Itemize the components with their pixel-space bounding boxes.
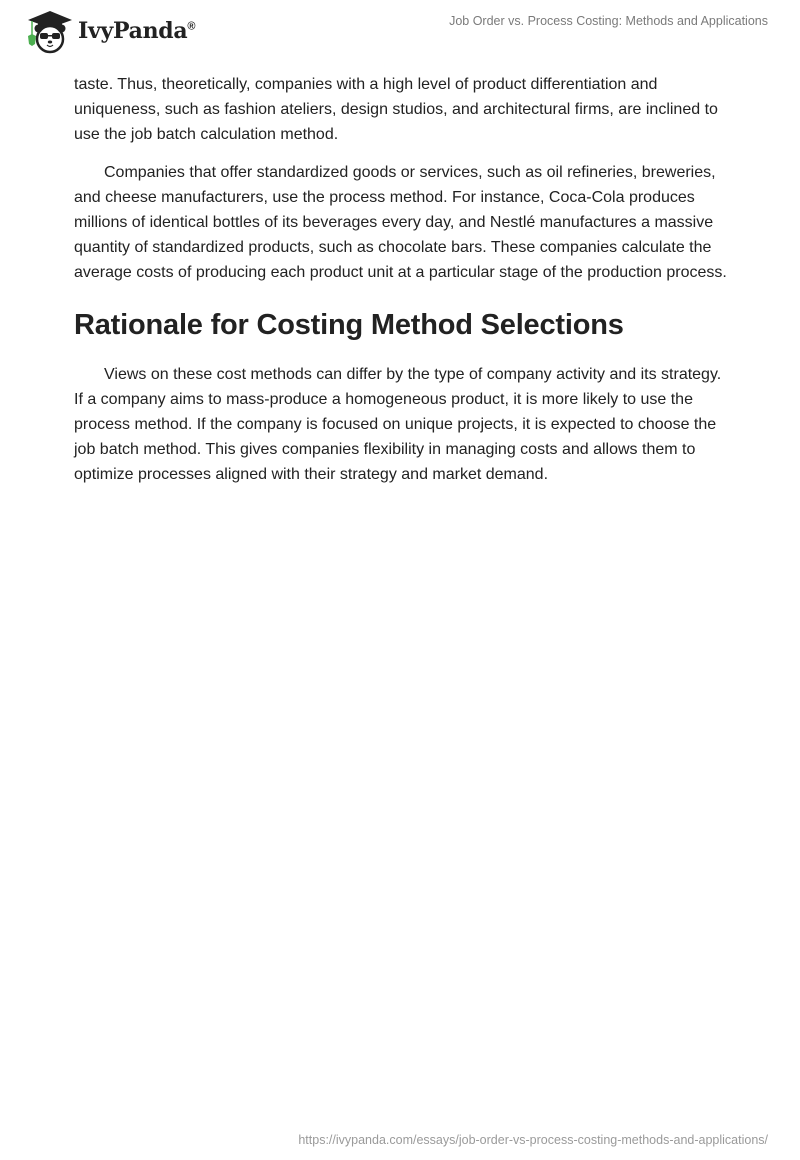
paragraph: taste. Thus, theoretically, companies with a high level of product differentiation and uniqueness, such as fashion ateliers, design studios, and architectural firms, are inclined to use the job batch calculation method. <box>74 76 718 143</box>
paragraph: Views on these cost methods can differ by the type of company activity and its strategy. If a company aims to mass-produce a homogeneous product, it is more likely to use the process method. If the company is focused on unique projects, it is expected to choose the job batch method. This gives companies flexibility in managing costs and allows them to optimize processes aligned with their strategy and market demand. <box>74 366 722 483</box>
panda-graduate-icon <box>20 8 76 54</box>
source-url[interactable]: https://ivypanda.com/essays/job-order-vs-process-costing-methods-and-applications/ <box>298 1133 768 1147</box>
ivypanda-logo[interactable] <box>20 8 195 54</box>
essay-content <box>74 72 734 487</box>
page-header <box>0 0 800 60</box>
document-title: Job Order vs. Process Costing: Methods and Applications <box>449 14 768 28</box>
section-heading: Rationale for Costing Method Selections <box>74 309 624 341</box>
paragraph: Companies that offer standardized goods or services, such as oil refineries, breweries, and cheese manufacturers, use the process method. For instance, Coca-Cola produces millions of identical bottles of its beverages every day, and Nestlé manufactures a massive quantity of standardized products, such as chocolate bars. These companies calculate the average costs of producing each product unit at a particular stage of the production process. <box>74 164 727 281</box>
logo-text: IvyPanda® <box>78 18 196 44</box>
